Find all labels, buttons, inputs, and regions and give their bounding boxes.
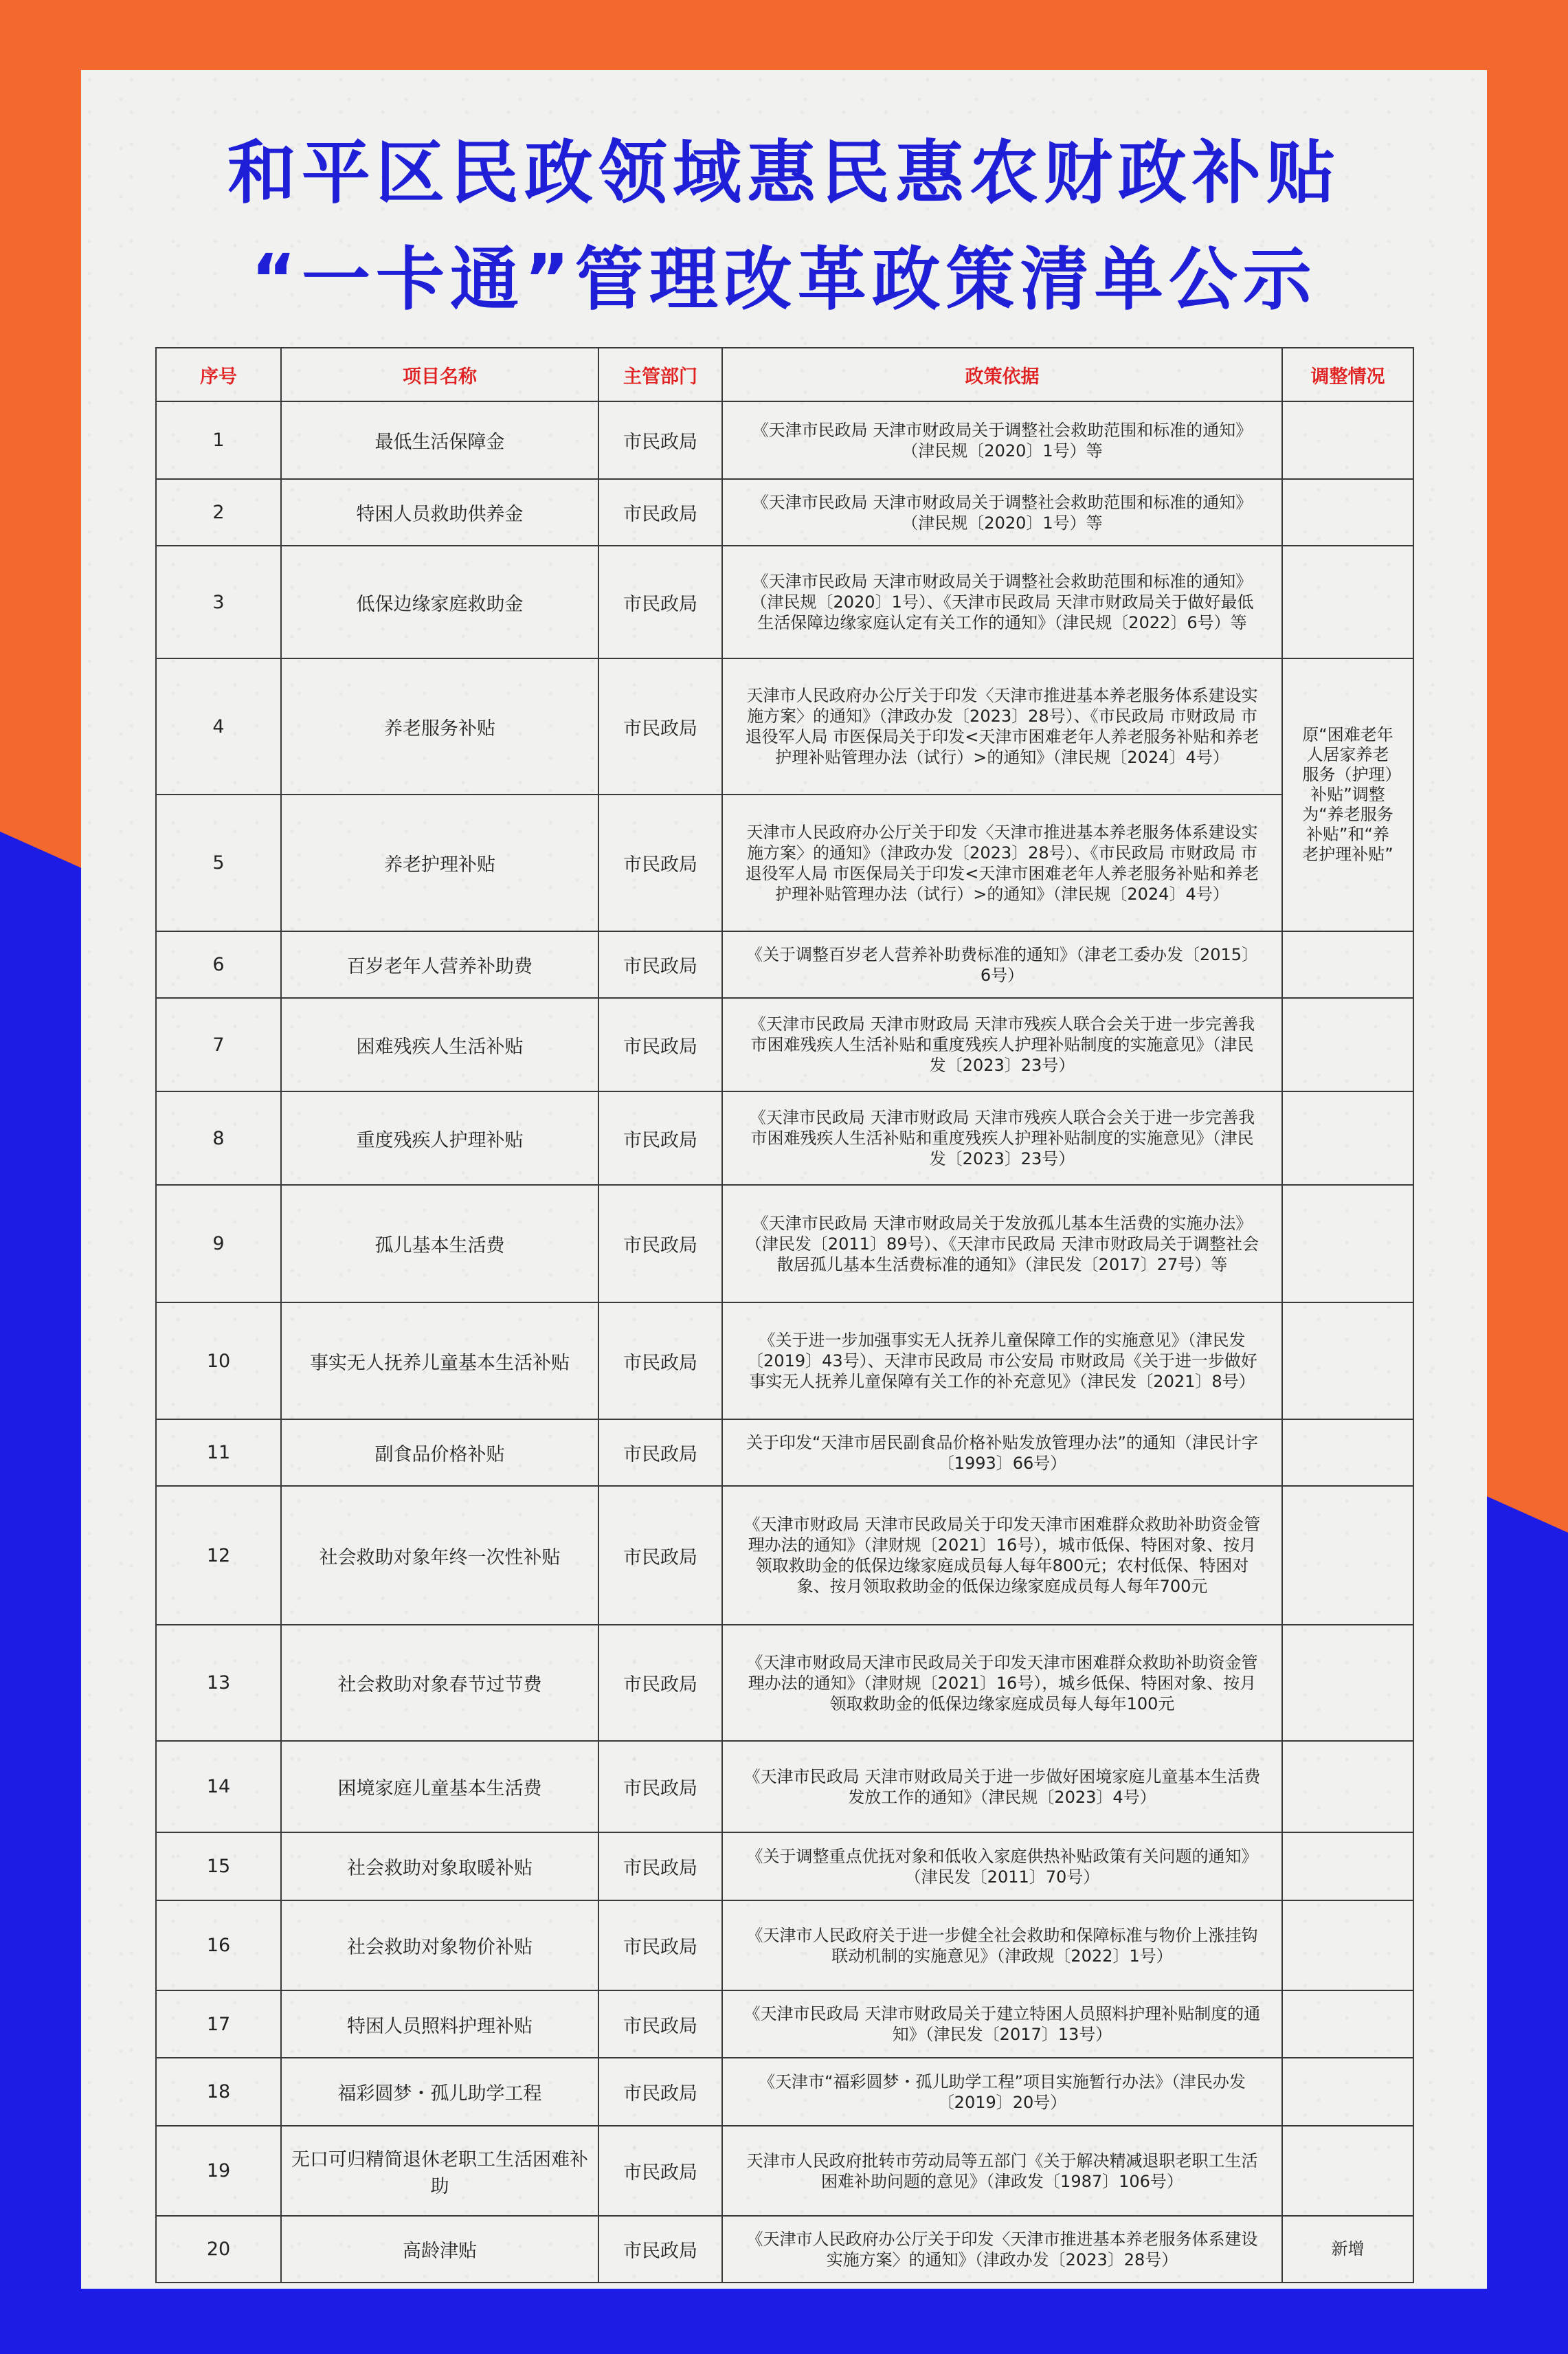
cell-dept: 市民政局: [598, 1419, 722, 1486]
cell-basis: 《关于进一步加强事实无人抚养儿童保障工作的实施意见》（津民发〔2019〕43号）、天津市民政局 市公安局 市财政局《关于进一步做好事实无人抚养儿童保障有关工作的补充意见》（津民发〔2021〕8号）: [722, 1302, 1282, 1419]
cell-dept: 市民政局: [598, 795, 722, 931]
cell-adjustment: [1282, 479, 1413, 546]
cell-basis: 《天津市民政局 天津市财政局关于建立特困人员照料护理补贴制度的通知》（津民发〔2017〕13号）: [722, 1990, 1282, 2058]
header-basis: 政策依据: [722, 348, 1282, 401]
cell-no: 2: [156, 479, 281, 546]
table-row: [156, 931, 1413, 998]
cell-adjustment: [1282, 1741, 1413, 1832]
cell-basis: 关于印发“天津市居民副食品价格补贴发放管理办法”的通知（津民计字〔1993〕66号）: [722, 1419, 1282, 1486]
cell-name: 特困人员救助供养金: [281, 479, 598, 546]
header-dept: 主管部门: [598, 348, 722, 401]
cell-adjustment: [1282, 1625, 1413, 1741]
cell-dept: 市民政局: [598, 1832, 722, 1900]
cell-name: 特困人员照料护理补贴: [281, 1990, 598, 2058]
cell-no: 8: [156, 1091, 281, 1185]
cell-adjustment: [1282, 998, 1413, 1091]
cell-no: 4: [156, 658, 281, 795]
cell-basis: 《天津市民政局 天津市财政局关于进一步做好困境家庭儿童基本生活费发放工作的通知》（津民规〔2023〕4号）: [722, 1741, 1282, 1832]
cell-no: 6: [156, 931, 281, 998]
cell-name: 百岁老年人营养补助费: [281, 931, 598, 998]
cell-dept: 市民政局: [598, 658, 722, 795]
cell-name: 困境家庭儿童基本生活费: [281, 1741, 598, 1832]
cell-dept: 市民政局: [598, 546, 722, 658]
cell-name: 事实无人抚养儿童基本生活补贴: [281, 1302, 598, 1419]
cell-basis: 《关于调整百岁老人营养补助费标准的通知》（津老工委办发〔2015〕6号）: [722, 931, 1282, 998]
cell-no: 20: [156, 2216, 281, 2283]
cell-no: 16: [156, 1900, 281, 1990]
cell-dept: 市民政局: [598, 401, 722, 479]
cell-name: 低保边缘家庭救助金: [281, 546, 598, 658]
cell-basis: 《天津市民政局 天津市财政局 天津市残疾人联合会关于进一步完善我市困难残疾人生活补贴和重度残疾人护理补贴制度的实施意见》（津民发〔2023〕23号）: [722, 998, 1282, 1091]
cell-no: 11: [156, 1419, 281, 1486]
cell-name: 养老服务补贴: [281, 658, 598, 795]
table-row: [156, 479, 1413, 546]
table-row: [156, 1625, 1413, 1741]
notice-board: [81, 70, 1487, 2289]
cell-adjustment: [1282, 1900, 1413, 1990]
cell-dept: 市民政局: [598, 998, 722, 1091]
policy-table: [155, 347, 1414, 2283]
page-title-line2: “一卡通”管理改革政策清单公示: [251, 239, 1317, 320]
cell-name: 孤儿基本生活费: [281, 1185, 598, 1302]
cell-basis: 《关于调整重点优抚对象和低收入家庭供热补贴政策有关问题的通知》（津民发〔2011〕70号）: [722, 1832, 1282, 1900]
table-row: [156, 401, 1413, 479]
cell-adjustment: [1282, 2126, 1413, 2216]
cell-no: 7: [156, 998, 281, 1091]
cell-dept: 市民政局: [598, 1486, 722, 1625]
cell-basis: 《天津市“福彩圆梦・孤儿助学工程”项目实施暂行办法》（津民办发〔2019〕20号）: [722, 2058, 1282, 2126]
cell-dept: 市民政局: [598, 1741, 722, 1832]
cell-dept: 市民政局: [598, 2126, 722, 2216]
table-row: [156, 1900, 1413, 1990]
header-adjustment: 调整情况: [1282, 348, 1413, 401]
cell-no: 10: [156, 1302, 281, 1419]
cell-basis: 《天津市民政局 天津市财政局关于调整社会救助范围和标准的通知》（津民规〔2020〕1号）等: [722, 479, 1282, 546]
cell-no: 3: [156, 546, 281, 658]
table-row: [156, 1486, 1413, 1625]
cell-adjustment: [1282, 1185, 1413, 1302]
table-row: [156, 795, 1413, 931]
table-row: [156, 546, 1413, 658]
table-row: [156, 1091, 1413, 1185]
cell-name: 社会救助对象年终一次性补贴: [281, 1486, 598, 1625]
cell-dept: 市民政局: [598, 1900, 722, 1990]
cell-basis: 天津市人民政府办公厅关于印发〈天津市推进基本养老服务体系建设实施方案〉的通知》（津政办发〔2023〕28号）、《市民政局 市财政局 市退役军人局 市医保局关于印发<天津市困难老年人养老服务补贴和养老护理补贴管理办法（试行）>的通知》（津民规〔2024〕4号）: [722, 795, 1282, 931]
cell-name: 社会救助对象春节过节费: [281, 1625, 598, 1741]
table-row: [156, 1741, 1413, 1832]
cell-adjustment: 新增: [1282, 2216, 1413, 2283]
table-row: [156, 1302, 1413, 1419]
cell-adjustment: [1282, 1091, 1413, 1185]
table-row: [156, 998, 1413, 1091]
cell-adjustment: [1282, 1419, 1413, 1486]
cell-no: 12: [156, 1486, 281, 1625]
cell-dept: 市民政局: [598, 2216, 722, 2283]
cell-dept: 市民政局: [598, 1185, 722, 1302]
cell-basis: 《天津市民政局 天津市财政局关于调整社会救助范围和标准的通知》（津民规〔2020〕1号）等: [722, 401, 1282, 479]
table-row: [156, 1832, 1413, 1900]
cell-name: 养老护理补贴: [281, 795, 598, 931]
cell-adjustment: [1282, 1990, 1413, 2058]
cell-name: 福彩圆梦・孤儿助学工程: [281, 2058, 598, 2126]
cell-no: 1: [156, 401, 281, 479]
cell-name: 社会救助对象物价补贴: [281, 1900, 598, 1990]
cell-adjustment: 原“困难老年人居家养老服务（护理）补贴”调整为“养老服务补贴”和“养老护理补贴”: [1282, 658, 1413, 931]
cell-dept: 市民政局: [598, 931, 722, 998]
cell-name: 重度残疾人护理补贴: [281, 1091, 598, 1185]
cell-basis: 《天津市人民政府办公厅关于印发〈天津市推进基本养老服务体系建设实施方案〉的通知》（津政办发〔2023〕28号）: [722, 2216, 1282, 2283]
cell-name: 无口可归精简退休老职工生活困难补助: [281, 2126, 598, 2216]
cell-no: 19: [156, 2126, 281, 2216]
cell-basis: 《天津市人民政府关于进一步健全社会救助和保障标准与物价上涨挂钩联动机制的实施意见》（津政规〔2022〕1号）: [722, 1900, 1282, 1990]
cell-basis: 《天津市财政局天津市民政局关于印发天津市困难群众救助补助资金管理办法的通知》（津财规〔2021〕16号），城乡低保、特困对象、按月领取救助金的低保边缘家庭成员每人每年100元: [722, 1625, 1282, 1741]
cell-adjustment: [1282, 1302, 1413, 1419]
cell-basis: 《天津市民政局 天津市财政局关于发放孤儿基本生活费的实施办法》（津民发〔2011〕89号）、《天津市民政局 天津市财政局关于调整社会散居孤儿基本生活费标准的通知》（津民发〔2017〕27号）等: [722, 1185, 1282, 1302]
header-no: 序号: [156, 348, 281, 401]
cell-no: 5: [156, 795, 281, 931]
table-row: [156, 2058, 1413, 2126]
cell-name: 社会救助对象取暖补贴: [281, 1832, 598, 1900]
table-header-row: [156, 348, 1413, 401]
cell-dept: 市民政局: [598, 1091, 722, 1185]
cell-name: 最低生活保障金: [281, 401, 598, 479]
cell-adjustment: [1282, 546, 1413, 658]
page-title-line1: 和平区民政领域惠民惠农财政补贴: [227, 133, 1341, 213]
cell-no: 15: [156, 1832, 281, 1900]
cell-basis: 《天津市财政局 天津市民政局关于印发天津市困难群众救助补助资金管理办法的通知》（津财规〔2021〕16号），城市低保、特困对象、按月领取救助金的低保边缘家庭成员每人每年800元；农村低保、特困对象、按月领取救助金的低保边缘家庭成员每人每年700元: [722, 1486, 1282, 1625]
cell-no: 17: [156, 1990, 281, 2058]
cell-adjustment: [1282, 2058, 1413, 2126]
cell-name: 副食品价格补贴: [281, 1419, 598, 1486]
table-row: [156, 1185, 1413, 1302]
header-name: 项目名称: [281, 348, 598, 401]
cell-no: 18: [156, 2058, 281, 2126]
cell-basis: 天津市人民政府办公厅关于印发〈天津市推进基本养老服务体系建设实施方案〉的通知》（津政办发〔2023〕28号）、《市民政局 市财政局 市退役军人局 市医保局关于印发<天津市困难老年人养老服务补贴和养老护理补贴管理办法（试行）>的通知》（津民规〔2024〕4号）: [722, 658, 1282, 795]
cell-name: 困难残疾人生活补贴: [281, 998, 598, 1091]
table-row: [156, 2126, 1413, 2216]
table-row: [156, 658, 1413, 795]
cell-no: 13: [156, 1625, 281, 1741]
cell-dept: 市民政局: [598, 1990, 722, 2058]
cell-dept: 市民政局: [598, 1302, 722, 1419]
cell-no: 14: [156, 1741, 281, 1832]
cell-dept: 市民政局: [598, 479, 722, 546]
table-row: [156, 1419, 1413, 1486]
cell-basis: 《天津市民政局 天津市财政局关于调整社会救助范围和标准的通知》（津民规〔2020〕1号）、《天津市民政局 天津市财政局关于做好最低生活保障边缘家庭认定有关工作的通知》（津民规〔2022〕6号）等: [722, 546, 1282, 658]
table-row: [156, 2216, 1413, 2283]
cell-basis: 天津市人民政府批转市劳动局等五部门《关于解决精减退职老职工生活困难补助问题的意见》（津政发〔1987〕106号）: [722, 2126, 1282, 2216]
cell-adjustment: [1282, 931, 1413, 998]
cell-adjustment: [1282, 1832, 1413, 1900]
cell-dept: 市民政局: [598, 2058, 722, 2126]
table-row: [156, 1990, 1413, 2058]
cell-adjustment: [1282, 1486, 1413, 1625]
cell-dept: 市民政局: [598, 1625, 722, 1741]
cell-basis: 《天津市民政局 天津市财政局 天津市残疾人联合会关于进一步完善我市困难残疾人生活补贴和重度残疾人护理补贴制度的实施意见》（津民发〔2023〕23号）: [722, 1091, 1282, 1185]
cell-name: 高龄津贴: [281, 2216, 598, 2283]
cell-no: 9: [156, 1185, 281, 1302]
cell-adjustment: [1282, 401, 1413, 479]
